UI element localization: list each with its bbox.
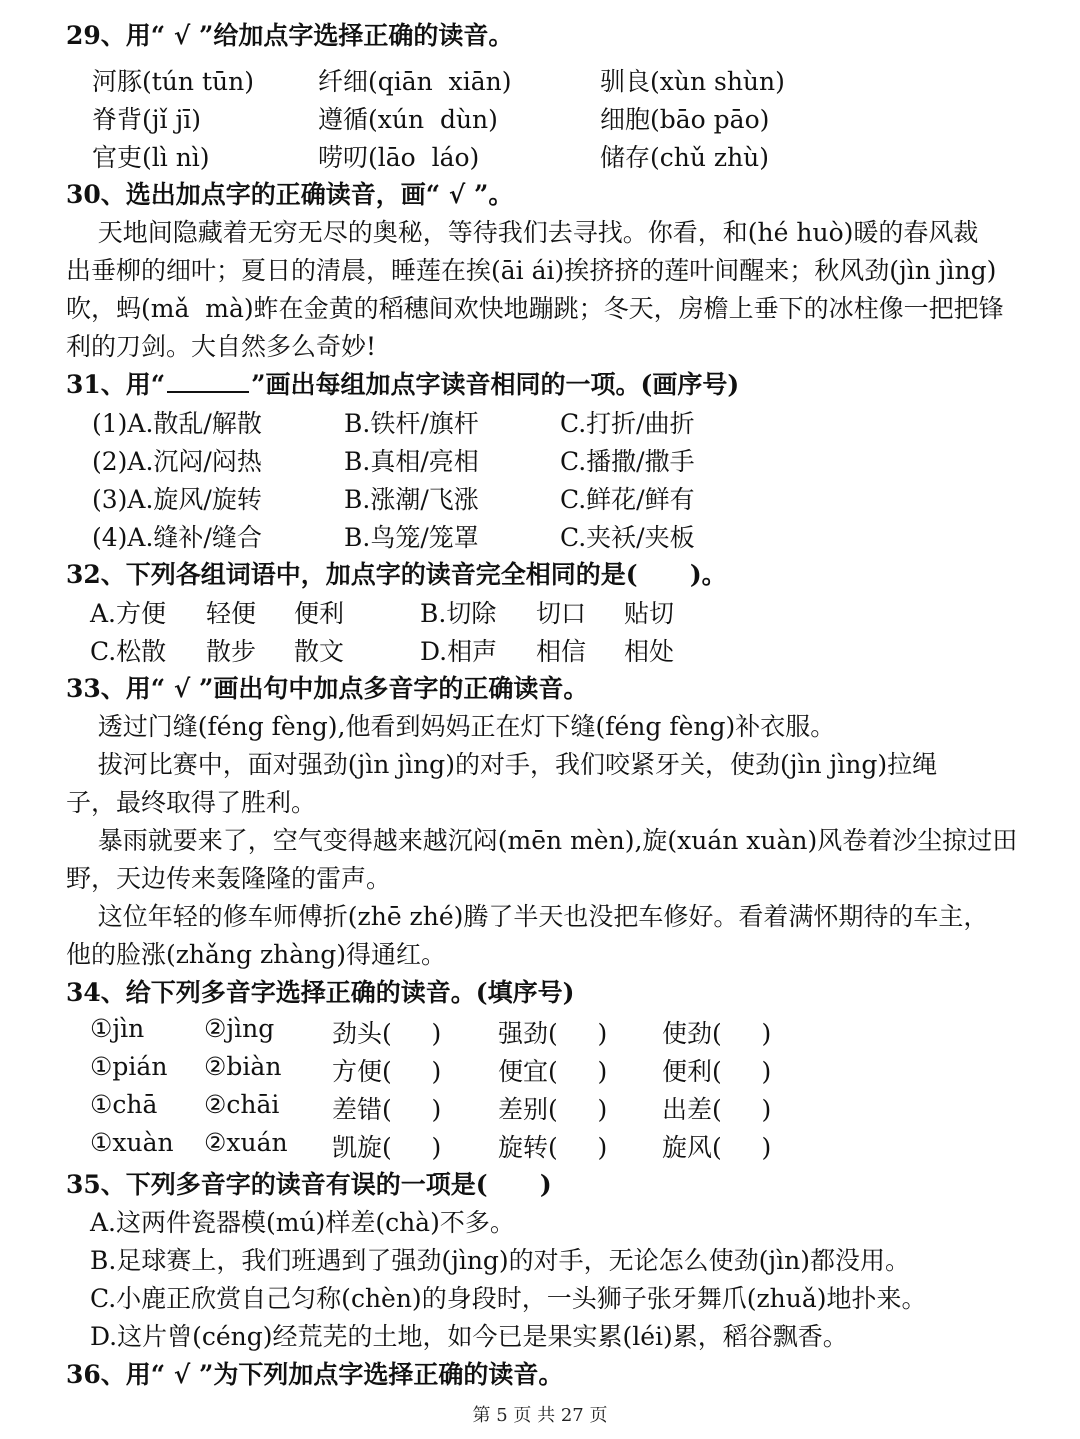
q34-word-blank[interactable]: 使劲( ) <box>662 1019 772 1048</box>
q34-word-blank[interactable]: 旋转( ) <box>498 1133 608 1162</box>
q31-option: B.涨潮/飞涨 <box>344 485 479 514</box>
question-32-title: 32、下列各组词语中，加点字的读音完全相同的是( )。 <box>66 560 727 589</box>
q34-reading: ①pián <box>90 1052 168 1081</box>
q32-word: 切口 <box>536 599 587 628</box>
q30-paragraph-line: 天地间隐藏着无穷无尽的奥秘，等待我们去寻找。你看，和(hé huò)暖的春风裁 <box>66 218 979 247</box>
q34-reading: ②biàn <box>204 1052 282 1081</box>
q35-option: C.小鹿正欣赏自己匀称(chèn)的身段时，一头狮子张牙舞爪(zhuǎ)地扑来。 <box>90 1284 927 1313</box>
q34-word-blank[interactable]: 便利( ) <box>662 1057 772 1086</box>
q32-word: 相处 <box>624 637 675 666</box>
q31-option: C.夹袄/夹板 <box>560 523 695 552</box>
q29-item: 脊背(jǐ jī) <box>92 105 201 134</box>
q29-item: 唠叨(lāo láo) <box>318 143 480 172</box>
q31-option: (4)A.缝补/缝合 <box>92 523 262 552</box>
q31-option: C.打折/曲折 <box>560 409 695 438</box>
q34-reading: ②jìng <box>204 1014 275 1043</box>
q34-word-blank[interactable]: 便宜( ) <box>498 1057 608 1086</box>
q33-sentence-line: 暴雨就要来了，空气变得越来越沉闷(mēn mèn),旋(xuán xuàn)风卷着沙尘掠过田 <box>66 826 1018 855</box>
q34-word-blank[interactable]: 凯旋( ) <box>332 1133 442 1162</box>
q31-option: B.铁杆/旗杆 <box>344 409 479 438</box>
q29-item: 遵循(xún dùn) <box>318 105 498 134</box>
q33-sentence-line: 透过门缝(féng fèng),他看到妈妈正在灯下缝(féng fèng)补衣服。 <box>66 712 836 741</box>
q31-option: C.播撒/撒手 <box>560 447 695 476</box>
q29-item: 储存(chǔ zhù) <box>600 143 770 172</box>
q32-word: C.松散 <box>90 637 167 666</box>
q34-reading: ①jìn <box>90 1014 145 1043</box>
question-36-title: 36、用“ √ ”为下列加点字选择正确的读音。 <box>66 1360 564 1389</box>
q34-reading: ①xuàn <box>90 1128 174 1157</box>
q34-word-blank[interactable]: 出差( ) <box>662 1095 772 1124</box>
q31-option: (1)A.散乱/解散 <box>92 409 262 438</box>
q33-sentence-line: 这位年轻的修车师傅折(zhē zhé)腾了半天也没把车修好。看着满怀期待的车主， <box>66 902 989 931</box>
q29-item: 官吏(lì nì) <box>92 143 210 172</box>
q30-paragraph-line: 吹，蚂(mǎ mà)蚱在金黄的稻穗间欢快地蹦跳；冬天，房檐上垂下的冰柱像一把把锋 <box>66 294 1004 323</box>
q33-sentence-line: 野，天边传来轰隆隆的雷声。 <box>66 864 392 893</box>
question-33-title: 33、用“ √ ”画出句中加点多音字的正确读音。 <box>66 674 589 703</box>
q31-option: B.真相/亮相 <box>344 447 479 476</box>
q30-paragraph-line: 出垂柳的细叶；夏日的清晨，睡莲在挨(āi ái)挨挤挤的莲叶间醒来；秋风劲(jìn jìng) <box>66 256 997 285</box>
q32-word: 散文 <box>294 637 345 666</box>
q32-word: 贴切 <box>624 599 675 628</box>
underline-blank <box>167 371 249 393</box>
q32-word: B.切除 <box>420 599 497 628</box>
q31-title-prefix: 31、用“ <box>66 370 166 399</box>
q32-word: A.方便 <box>90 599 167 628</box>
q33-sentence-line: 他的脸涨(zhǎng zhàng)得通红。 <box>66 940 447 969</box>
question-35-title: 35、下列多音字的读音有误的一项是( ) <box>66 1170 552 1199</box>
q34-reading: ②chāi <box>204 1090 280 1119</box>
q34-word-blank[interactable]: 旋风( ) <box>662 1133 772 1162</box>
q31-option: (2)A.沉闷/闷热 <box>92 447 262 476</box>
q34-word-blank[interactable]: 方便( ) <box>332 1057 442 1086</box>
page-number-footer: 第 5 页 共 27 页 <box>472 1405 608 1426</box>
q31-option: (3)A.旋风/旋转 <box>92 485 262 514</box>
q32-word: 散步 <box>206 637 257 666</box>
q30-paragraph-line: 利的刀剑。大自然多么奇妙! <box>66 332 377 361</box>
question-31-title <box>66 366 739 404</box>
q34-reading: ②xuán <box>204 1128 288 1157</box>
q35-option: A.这两件瓷器模(mú)样差(chà)不多。 <box>90 1208 515 1237</box>
q31-option: C.鲜花/鲜有 <box>560 485 695 514</box>
q29-item: 细胞(bāo pāo) <box>600 105 770 134</box>
q32-word: 相信 <box>536 637 587 666</box>
q34-word-blank[interactable]: 强劲( ) <box>498 1019 608 1048</box>
question-29-title: 29、用“ √ ”给加点字选择正确的读音。 <box>66 21 514 50</box>
question-34-title: 34、给下列多音字选择正确的读音。(填序号) <box>66 978 575 1007</box>
q32-word: D.相声 <box>420 637 498 666</box>
q29-item: 驯良(xùn shùn) <box>600 67 785 96</box>
q34-word-blank[interactable]: 差错( ) <box>332 1095 442 1124</box>
q33-sentence-line: 子，最终取得了胜利。 <box>66 788 317 817</box>
q35-option: D.这片曾(céng)经荒芜的土地，如今已是果实累(léi)累，稻谷飘香。 <box>90 1322 848 1351</box>
question-30-title: 30、选出加点字的正确读音，画“ √ ”。 <box>66 180 514 209</box>
q32-word: 轻便 <box>206 599 257 628</box>
q32-word: 便利 <box>294 599 345 628</box>
q34-word-blank[interactable]: 差别( ) <box>498 1095 608 1124</box>
q33-sentence-line: 拔河比赛中，面对强劲(jìn jìng)的对手，我们咬紧牙关，使劲(jìn jìng)拉绳 <box>66 750 938 779</box>
q31-option: B.鸟笼/笼罩 <box>344 523 479 552</box>
q35-option: B.足球赛上，我们班遇到了强劲(jìng)的对手，无论怎么使劲(jìn)都没用。 <box>90 1246 911 1275</box>
q31-title-suffix: ”画出每组加点字读音相同的一项。(画序号) <box>251 370 740 399</box>
q29-item: 河豚(tún tūn) <box>92 67 254 96</box>
q34-word-blank[interactable]: 劲头( ) <box>332 1019 442 1048</box>
q29-item: 纤细(qiān xiān) <box>318 67 512 96</box>
q34-reading: ①chā <box>90 1090 158 1119</box>
